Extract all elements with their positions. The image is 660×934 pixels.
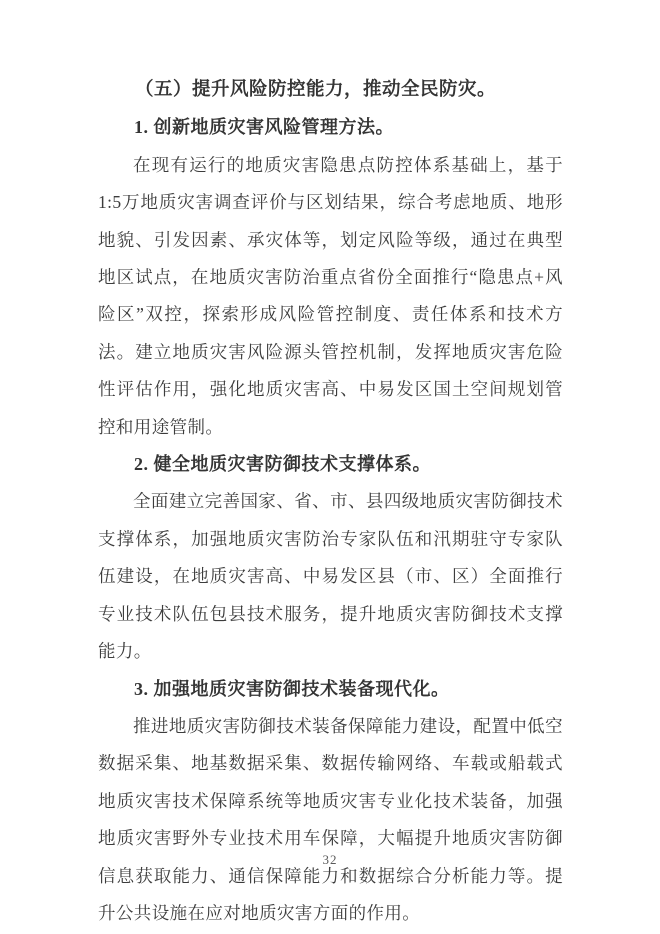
page-number: 32 [322,852,338,867]
item-1-heading: 1. 创新地质灾害风险管理方法。 [134,117,394,138]
item-2-heading: 2. 健全地质灾害防御技术支撑体系。 [134,454,431,475]
section-heading: （五）提升风险防控能力，推动全民防灾。 [135,80,497,100]
item-1-body: 在现有运行的地质灾害隐患点防控体系基础上，基于 1:5万地质灾害调查评价与区划结果，综合考虑地质、地形地貌、引发因素、承灾体等，划定风险等级，通过在典型地区试点，在地质灾害防治重点省份全面推行“隐患点+风险区”双控，探索形成风险管控制度、责任体系和技术方法。建立地质灾害风险源头管控机制，发挥地质灾害危险性评估作用，强化地质灾害高、中易发区国土空间规划管控和用途管制。 [98,154,563,437]
item-2-body: 全面建立完善国家、省、市、县四级地质灾害防御技术支撑体系，加强地质灾害防治专家队伍和汛期驻守专家队伍建设，在地质灾害高、中易发区县（市、区）全面推行专业技术队伍包县技术服务，提升地质灾害防御技术支撑能力。 [98,491,563,662]
item-3-body: 推进地质灾害防御技术装备保障能力建设，配置中低空数据采集、地基数据采集、数据传输网络、车载或船载式地质灾害技术保障系统等地质灾害专业化技术装备，加强地质灾害野外专业技术用车保障，大幅提升地质灾害防御信息获取能力、通信保障能力和数据综合分析能力等。提升公共设施在应对地质灾害方面的作用。 [98,715,563,923]
document-content [98,72,563,932]
item-3-heading: 3. 加强地质灾害防御技术装备现代化。 [134,678,450,699]
